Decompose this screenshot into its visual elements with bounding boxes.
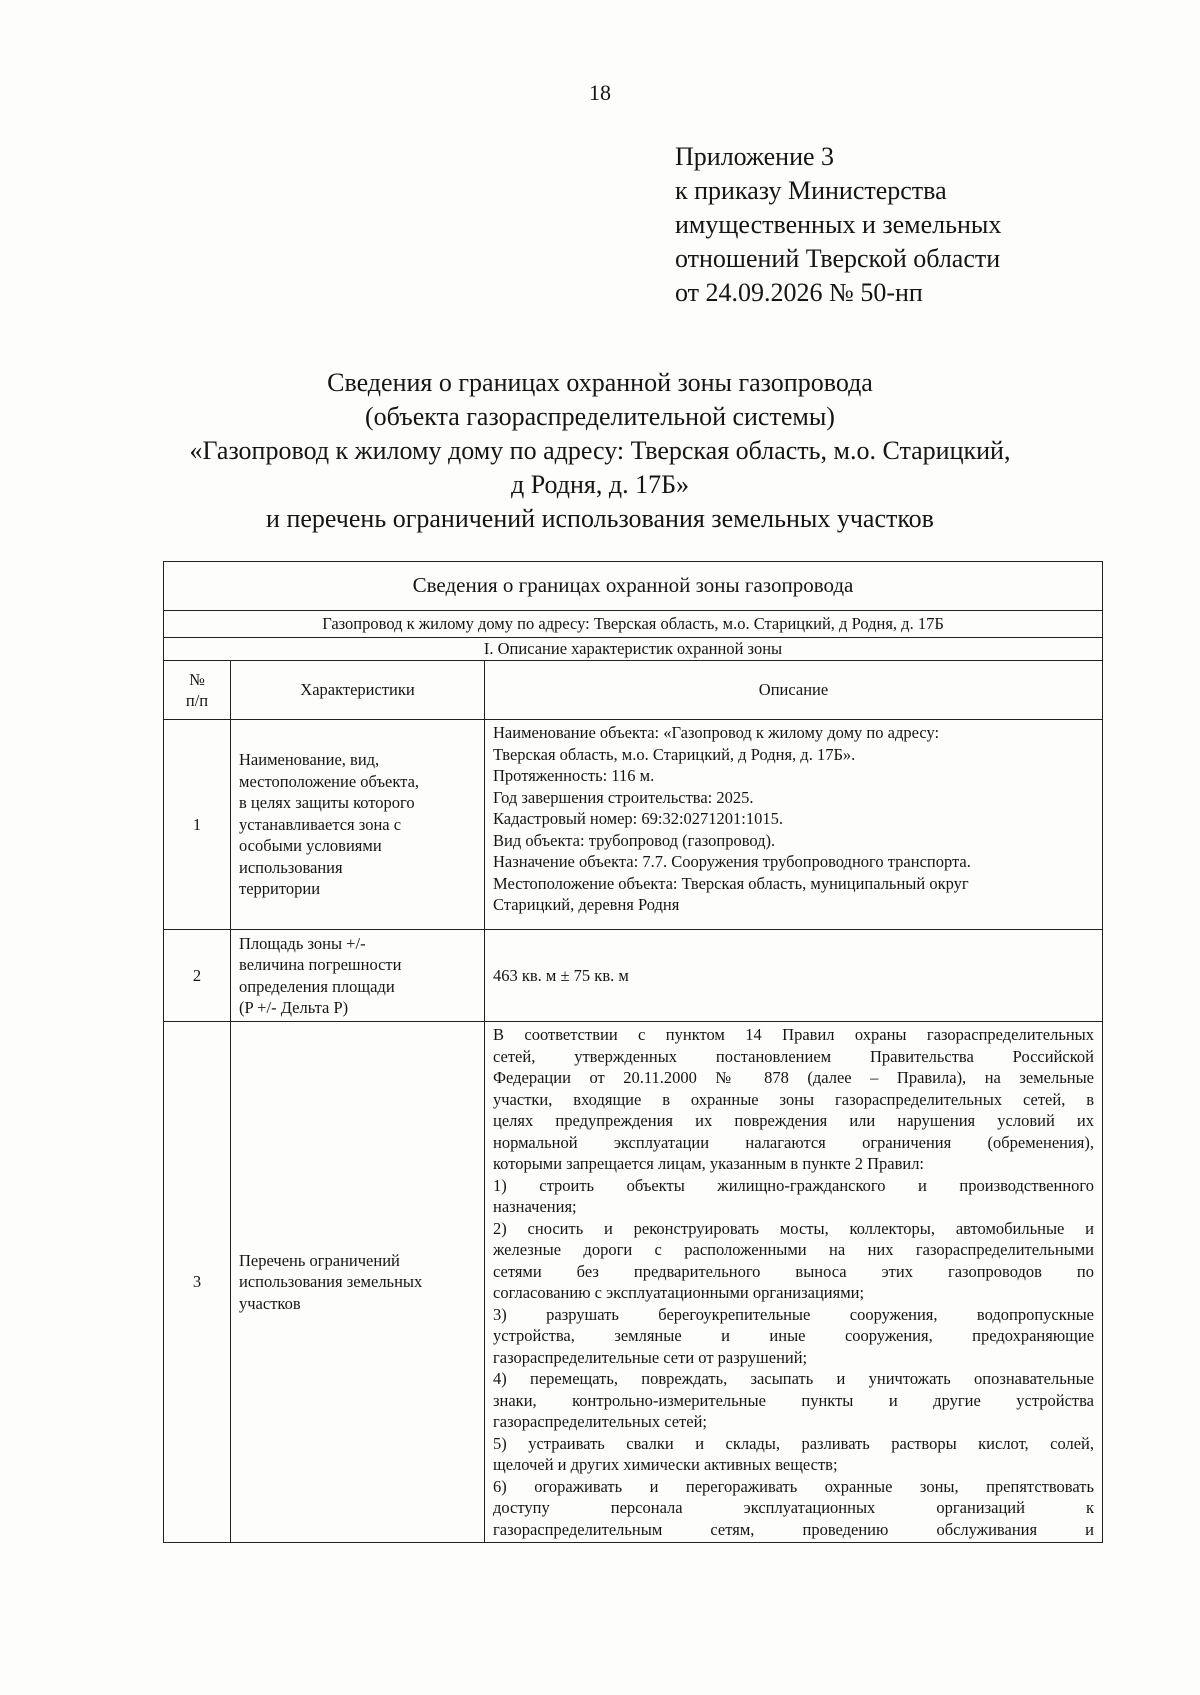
text-line: согласованию с эксплуатационными организациями; — [493, 1283, 865, 1302]
text-line: Наименование, вид, — [239, 750, 380, 770]
text-line: Старицкий, деревня Родня — [493, 895, 680, 914]
text-line: целях предупреждения их повреждения или нарушения условий их — [493, 1111, 1095, 1130]
heading-line: Сведения о границах охранной зоны газопровода — [327, 368, 873, 397]
document-heading — [0, 366, 1200, 536]
text-line: Перечень ограничений — [239, 1250, 400, 1270]
row-number: 1 — [164, 720, 231, 930]
text-line: Тверская область, м.о. Старицкий, д Родня, д. 17Б». — [493, 744, 856, 764]
row-description — [485, 1022, 1103, 1543]
table-subtitle: Газопровод к жилому дому по адресу: Тверская область, м.о. Старицкий, д Родня, д. 17Б — [164, 611, 1103, 638]
heading-line: и перечень ограничений использования земельных участков — [266, 504, 934, 533]
row-characteristic — [231, 720, 485, 930]
row-number: 2 — [164, 930, 231, 1022]
text-line: участков — [239, 1293, 301, 1313]
text-line: В соответствии с пунктом 14 Правил охраны газораспределительных — [493, 1025, 1095, 1044]
text-line: участки, входящие в охранные зоны газораспределительных сетей, в — [493, 1089, 1095, 1109]
text-line: 6) огораживать и перегораживать охранные зоны, препятствовать — [493, 1476, 1095, 1496]
heading-line: (объекта газораспределительной системы) — [365, 402, 835, 431]
text-line: 3) разрушать берегоукрепительные сооружения, водопропускные — [493, 1304, 1095, 1324]
text-line: величина погрешности — [239, 955, 402, 974]
text-line: Вид объекта: трубопровод (газопровод). — [493, 830, 776, 850]
text-line: в целях защиты которого — [239, 793, 415, 813]
column-header-number — [164, 661, 231, 720]
text-line: Кадастровый номер: 69:32:0271201:1015. — [493, 809, 784, 828]
heading-line: д Родня, д. 17Б» — [510, 470, 690, 499]
table-header-row — [164, 661, 1103, 720]
column-header-number-line: № — [189, 669, 205, 689]
appendix-line: отношений Тверской области — [675, 244, 1001, 273]
table-row — [164, 930, 1103, 1022]
row-description — [485, 720, 1103, 930]
row-characteristic — [231, 1022, 485, 1543]
appendix-block — [675, 140, 1001, 310]
text-line: железные дороги с расположенными на них газораспределительными — [493, 1240, 1095, 1259]
text-line: устройства, земляные и иные сооружения, предохраняющие — [493, 1326, 1095, 1345]
text-line: газораспределительным сетям, проведению обслуживания и — [493, 1519, 1095, 1539]
row-number: 3 — [164, 1022, 231, 1543]
column-header-description: Описание — [485, 661, 1103, 720]
appendix-line: Приложение 3 — [675, 142, 835, 171]
text-line: Назначение объекта: 7.7. Сооружения трубопроводного транспорта. — [493, 852, 971, 871]
text-line: 2) сносить и реконструировать мосты, коллекторы, автомобильные и — [493, 1218, 1095, 1238]
text-line: щелочей и других химически активных веществ; — [493, 1455, 838, 1474]
zone-table — [163, 561, 1103, 1543]
text-line: Протяженность: 116 м. — [493, 766, 655, 785]
text-line: газораспределительных сетей; — [493, 1412, 708, 1431]
text-line: определения площади — [239, 976, 395, 996]
table-title: Сведения о границах охранной зоны газопровода — [164, 562, 1103, 611]
text-line: Год завершения строительства: 2025. — [493, 787, 754, 807]
column-header-characteristics: Характеристики — [231, 661, 485, 720]
appendix-line: от 24.09.2026 № 50-нп — [675, 278, 923, 307]
page-number: 18 — [589, 80, 611, 105]
text-line: (P +/- Дельта P) — [239, 998, 349, 1017]
text-line: Федерации от 20.11.2000 № 878 (далее – Правила), на земельные — [493, 1068, 1095, 1087]
text-line: 463 кв. м ± 75 кв. м — [493, 965, 629, 985]
text-line: сетей, утвержденных постановлением Правительства Российской — [493, 1046, 1095, 1066]
text-line: Площадь зоны +/- — [239, 933, 366, 953]
row-description — [485, 930, 1103, 1022]
text-line: нормальной эксплуатации налагаются ограничения (обременения), — [493, 1132, 1095, 1152]
text-line: которыми запрещается лицам, указанным в пункте 2 Правил: — [493, 1154, 925, 1173]
text-line: использования земельных — [239, 1272, 423, 1292]
text-line: 5) устраивать свалки и склады, разливать растворы кислот, солей, — [493, 1433, 1095, 1453]
column-header-number-line: п/п — [185, 691, 209, 710]
appendix-line: к приказу Министерства — [675, 176, 947, 205]
table-row — [164, 1022, 1103, 1543]
appendix-line: имущественных и земельных — [675, 210, 1002, 239]
row-characteristic — [231, 930, 485, 1022]
heading-line: «Газопровод к жилому дому по адресу: Тверская область, м.о. Старицкий, — [189, 436, 1011, 465]
text-line: местоположение объекта, — [239, 771, 420, 791]
text-line: 4) перемещать, повреждать, засыпать и уничтожать опознавательные — [493, 1369, 1095, 1388]
text-line: доступу персонала эксплуатационных организаций к — [493, 1498, 1095, 1517]
text-line: назначения; — [493, 1197, 577, 1216]
text-line: Местоположение объекта: Тверская область, муниципальный округ — [493, 873, 969, 893]
text-line: газораспределительные сети от разрушений; — [493, 1347, 808, 1367]
text-line: устанавливается зона с — [239, 814, 402, 834]
text-line: использования — [239, 857, 343, 877]
text-line: Наименование объекта: «Газопровод к жилому дому по адресу: — [493, 723, 940, 742]
text-line: территории — [239, 879, 321, 899]
text-line: особыми условиями — [239, 836, 382, 856]
text-line: знаки, контрольно-измерительные пункты и другие устройства — [493, 1390, 1095, 1410]
text-line: сетями без предварительного выноса этих газопроводов по — [493, 1261, 1095, 1281]
table-section-title: I. Описание характеристик охранной зоны — [164, 638, 1103, 661]
table-row — [164, 720, 1103, 930]
text-line: 1) строить объекты жилищно-гражданского и производственного — [493, 1175, 1095, 1195]
